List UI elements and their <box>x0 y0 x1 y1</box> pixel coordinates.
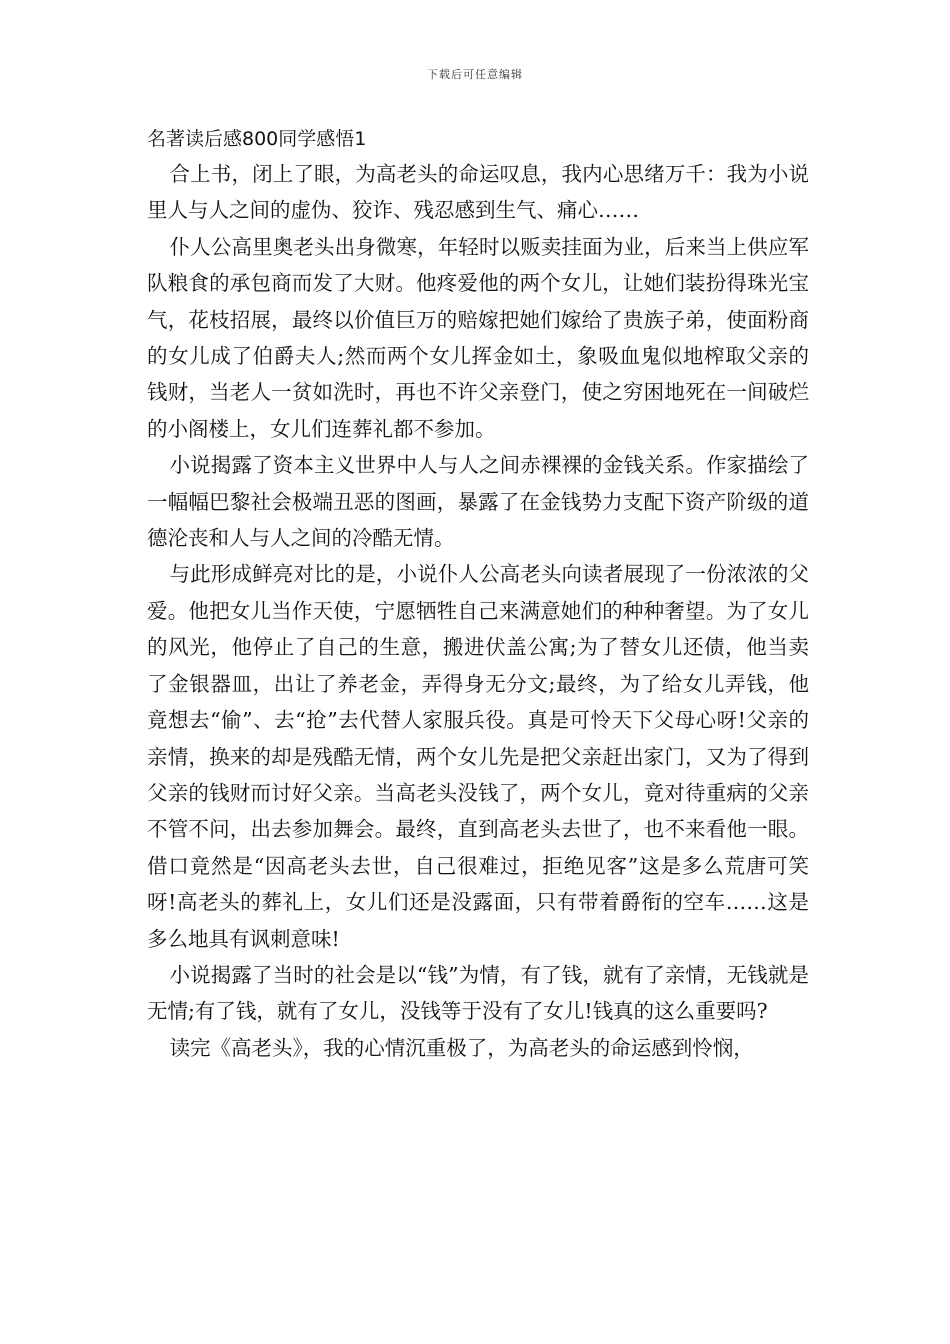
paragraph: 合上书，闭上了眼，为高老头的命运叹息，我内心思绪万千：我为小说里人与人之间的虚伪、狡诈、残忍感到生气、痛心…… <box>147 162 809 223</box>
document-title: 名著读后感800同学感悟1 <box>147 128 367 150</box>
paragraph: 小说揭露了资本主义世界中人与人之间赤裸裸的金钱关系。作家描绘了一幅幅巴黎社会极端丑恶的图画，暴露了在金钱势力支配下资产阶级的道德沦丧和人与人之间的冷酷无情。 <box>147 453 809 551</box>
paragraph: 与此形成鲜亮对比的是，小说仆人公高老头向读者展现了一份浓浓的父爱。他把女儿当作天使，宁愿牺牲自己来满意她们的种种奢望。为了女儿的风光，他停止了自己的生意，搬进伏盖公寓;为了替女儿还债，他当卖了金银器皿，出让了养老金，弄得身无分文;最终，为了给女儿弄钱，他竟想去“偷”、去“抢”去代替人家服兵役。真是可怜天下父母心呀!父亲的亲情，换来的却是残酷无情，两个女儿先是把父亲赶出家门，又为了得到父亲的钱财而讨好父亲。当高老头没钱了，两个女儿，竟对待重病的父亲不管不问，出去参加舞会。最终，直到高老头去世了，也不来看他一眼。借口竟然是“因高老头去世，自己很难过，拒绝见客”这是多么荒唐可笑呀!高老头的葬礼上，女儿们还是没露面，只有带着爵衔的空车……这是多么地具有讽刺意味! <box>147 562 809 951</box>
paragraph: 小说揭露了当时的社会是以“钱”为情，有了钱，就有了亲情，无钱就是无情;有了钱，就有了女儿，没钱等于没有了女儿!钱真的这么重要吗? <box>147 962 809 1024</box>
document-body <box>147 156 809 1066</box>
paragraph: 读完《高老头》，我的心情沉重极了，为高老头的命运感到怜悯， <box>169 1035 754 1060</box>
page-header: 下载后可任意编辑 <box>427 68 523 81</box>
paragraph: 仆人公高里奥老头出身微寒，年轻时以贩卖挂面为业，后来当上供应军队粮食的承包商而发了大财。他疼爱他的两个女儿，让她们装扮得珠光宝气，花枝招展，最终以价值巨万的赔嫁把她们嫁给了贵族子弟，使面粉商的女儿成了伯爵夫人;然而两个女儿挥金如土，象吸血鬼似地榨取父亲的钱财，当老人一贫如洗时，再也不许父亲登门，使之穷困地死在一间破烂的小阁楼上，女儿们连葬礼都不参加。 <box>147 234 809 441</box>
